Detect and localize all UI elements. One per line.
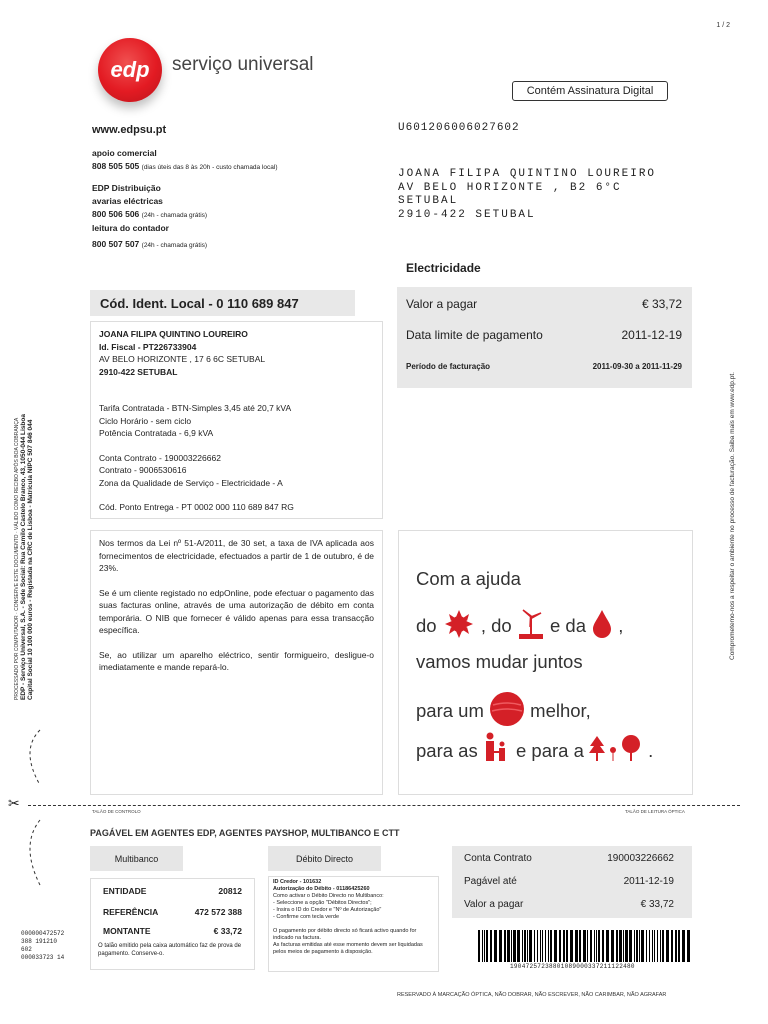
water-drop-icon <box>591 608 613 638</box>
mb-amount-value: € 33,72 <box>213 926 242 936</box>
page-number: 1 / 2 <box>716 22 730 29</box>
period-value: 2011-09-30 a 2011-11-29 <box>592 362 682 371</box>
legal-line-1: PROCESSADO POR COMPUTADOR · CONSERVE ESTE DOCUMENTO · VÁLIDO COMO RECIBO APÓS BOA COBRANÇA <box>14 417 20 700</box>
stub-due-value: 2011-12-19 <box>623 876 674 887</box>
section-title: Electricidade <box>406 261 481 275</box>
entity-label: ENTIDADE <box>103 886 147 896</box>
barcode-bar <box>666 930 669 962</box>
barcode-bar <box>682 930 685 962</box>
barcode-bar <box>550 930 552 962</box>
support-note: (dias úteis das 8 às 20h - custo chamada local) <box>141 164 278 171</box>
barcode-bar <box>657 930 658 962</box>
due-value: 2011-12-19 <box>621 328 682 342</box>
barcode-bar <box>484 930 485 962</box>
promo-para-um: para um <box>416 700 484 721</box>
promo-do-2: , do <box>480 615 512 636</box>
barcode-bar <box>629 930 632 962</box>
address-line: JOANA FILIPA QUINTINO LOUREIRO <box>398 168 657 180</box>
stub-account-value: 190003226662 <box>607 853 674 864</box>
mb-amount-label: MONTANTE <box>103 926 151 936</box>
reference-value: 472 572 388 <box>194 907 242 917</box>
environment-side-text: Comprometemo-nos a respeitar o ambiente no processo de facturação. Saiba mais em www.edp.pt. <box>729 372 736 660</box>
tariff: Tarifa Contratada - BTN-Simples 3,45 até 20,7 kVA <box>99 403 292 413</box>
debit-authorization: Autorização do Débito - 01186425260 <box>273 886 370 892</box>
barcode-bar <box>646 930 647 962</box>
barcode-bar <box>587 930 588 962</box>
digital-signature-badge: Contém Assinatura Digital <box>512 81 668 101</box>
mailing-address <box>398 168 656 222</box>
barcode-bar <box>652 930 653 962</box>
address-line: SETUBAL <box>398 195 459 207</box>
barcode-bar <box>534 930 535 962</box>
barcode-bar <box>542 930 543 962</box>
stub-code: 000000472572 <box>21 930 65 937</box>
barcode-bar <box>559 930 561 962</box>
cut-line <box>28 805 740 806</box>
dd-step: - Seleccione a opção "Débitos Directos"; <box>273 900 372 906</box>
reference-label: REFERÊNCIA <box>103 907 159 917</box>
footer-notice: RESERVADO À MARCAÇÃO ÓPTICA, NÃO DOBRAR, NÃO ESCREVER, NÃO CARIMBAR, NÃO AGRAFAR <box>397 992 667 998</box>
customer-name: JOANA FILIPA QUINTINO LOUREIRO <box>99 329 248 339</box>
barcode-bar <box>490 930 492 962</box>
promo-do-1: do <box>416 615 437 636</box>
promo-line-5 <box>416 731 653 763</box>
barcode-bar <box>511 930 512 962</box>
nature-icon <box>589 733 643 763</box>
barcode-bar <box>537 930 538 962</box>
stub-due-label: Pagável até <box>464 876 517 887</box>
barcode-bar <box>554 930 557 962</box>
promo-line-1: Com a ajuda <box>416 568 521 589</box>
entity-value: 20812 <box>218 886 242 896</box>
contract: Contrato - 9006530616 <box>99 465 187 475</box>
barcode-bar <box>590 930 592 962</box>
support-phone: 808 505 505 <box>92 161 140 171</box>
barcode-bar <box>482 930 483 962</box>
power: Potência Contratada - 6,9 kVA <box>99 428 214 438</box>
barcode-bar <box>639 930 640 962</box>
barcode-bar <box>507 930 510 962</box>
barcode <box>478 930 690 962</box>
barcode-bar <box>494 930 497 962</box>
dd-note: As facturas emitidas até esse momento devem ser liquidadas pelos meios de pagamento à disposição. <box>273 942 423 955</box>
barcode-bar <box>499 930 502 962</box>
promo-line-3: vamos mudar juntos <box>416 651 583 672</box>
contact-info <box>92 147 352 252</box>
contract-details <box>90 321 383 519</box>
promo-para-as: para as <box>416 740 478 761</box>
legal-side-text <box>14 414 34 700</box>
barcode-bar <box>611 930 614 962</box>
barcode-bar <box>596 930 597 962</box>
quality-zone: Zona da Qualidade de Serviço - Electricidade - A <box>99 477 283 488</box>
barcode-bar <box>545 930 546 962</box>
dd-step: - Insira o ID do Credor e "Nº de Autorização" <box>273 907 382 913</box>
stub-code: 388 191210 <box>21 938 58 945</box>
barcode-bar <box>654 930 655 962</box>
due-label: Data limite de pagamento <box>406 328 543 342</box>
logo-text: edp <box>110 57 150 82</box>
amount-value: € 33,72 <box>641 297 682 311</box>
street: AV BELO HORIZONTE , 17 6 6C SETUBAL <box>99 354 266 364</box>
delivery-point: Cód. Ponto Entrega - PT 0002 000 110 689 847 RG <box>99 502 294 512</box>
faults-note: (24h - chamada grátis) <box>141 212 208 219</box>
promo-period: . <box>648 740 654 761</box>
promo-melhor: melhor, <box>530 700 591 721</box>
account: Conta Contrato - 190003226662 <box>99 452 221 463</box>
brand-name: serviço universal <box>172 54 314 75</box>
creditor-id: ID Credor - 101632 <box>273 879 322 885</box>
legal-line-2: EDP - Serviço Universal, S.A. - Sede Social: Rua Camilo Castelo Branco, 43, 1050-044 Lisboa <box>20 414 27 700</box>
barcode-bar <box>662 930 664 962</box>
dd-note: O pagamento por débito directo só ficará activo quando for indicado na factura. <box>273 928 417 941</box>
period-label: Período de facturação <box>406 362 491 371</box>
local-code: Cód. Ident. Local - 0 110 689 847 <box>90 290 355 316</box>
payment-summary <box>397 287 692 388</box>
edp-logo <box>98 38 162 102</box>
stub-amount-value: € 33,72 <box>640 899 674 910</box>
note-vat: Nos termos da Lei nº 51-A/2011, de 30 set, a taxa de IVA aplicada aos fornecimentos de electricidade, efectuados a partir de 1 de outubro, é de 23%. <box>99 538 374 573</box>
dd-step: - Confirme com tecla verde <box>273 914 340 920</box>
barcode-bar <box>594 930 595 962</box>
barcode-bar <box>671 930 673 962</box>
barcode-bar <box>687 930 690 962</box>
barcode-bar <box>641 930 644 962</box>
payment-stub-summary <box>452 846 692 918</box>
distribution-title: EDP Distribuição <box>92 183 161 193</box>
barcode-bar <box>570 930 573 962</box>
barcode-bar <box>540 930 541 962</box>
barcode-bar <box>616 930 618 962</box>
mb-note: O talão emitido pela caixa automático faz de prova de pagamento. Conserve-o. <box>98 943 242 957</box>
promo-comma: , <box>618 615 624 636</box>
wind-turbine-icon <box>517 608 545 640</box>
stub-account-label: Conta Contrato <box>464 853 532 864</box>
barcode-bar <box>675 930 677 962</box>
website-link[interactable]: www.edpsu.pt <box>92 124 167 136</box>
meter-note: (24h - chamada grátis) <box>141 242 208 249</box>
barcode-number: 19047257238801089000337211122480 <box>510 963 635 970</box>
barcode-bar <box>575 930 578 962</box>
barcode-bar <box>517 930 520 962</box>
cut-guide <box>20 725 50 900</box>
promo-panel <box>398 530 693 795</box>
sun-icon <box>442 609 476 639</box>
faults-phone: 800 506 506 <box>92 209 140 219</box>
support-title: apoio comercial <box>92 148 157 158</box>
multibanco-box <box>90 878 255 970</box>
direct-debit-header: Débito Directo <box>268 846 381 871</box>
note-online: Se é um cliente registado no edpOnline, pode efectuar o pagamento das suas facturas online, através de uma autorização de débito em conta temporária. O NIB que fornecer é válido apenas para essa transacção específica. <box>99 587 374 635</box>
barcode-bar <box>504 930 506 962</box>
optical-stub-label: TALÃO DE LEITURA ÓPTICA <box>625 809 685 814</box>
promo-e-da: e da <box>550 615 587 636</box>
barcode-bar <box>524 930 526 962</box>
barcode-bar <box>522 930 523 962</box>
barcode-bar <box>513 930 516 962</box>
payment-agents-title: PAGÁVEL EM AGENTES EDP, AGENTES PAYSHOP, MULTIBANCO E CTT <box>90 828 400 838</box>
barcode-bar <box>527 930 528 962</box>
dd-how: Como activar o Débito Directo no Multibanco: <box>273 893 384 899</box>
stub-code: 000033723 14 <box>21 954 65 961</box>
barcode-bar <box>606 930 609 962</box>
barcode-bar <box>579 930 581 962</box>
barcode-bar <box>619 930 622 962</box>
barcode-bar <box>583 930 586 962</box>
people-icon <box>483 731 511 763</box>
address-line: 2910-422 SETUBAL <box>398 208 536 221</box>
note-safety: Se, ao utilizar um aparelho eléctrico, sentir formigueiro, desligue-o imediatamente e mande repará-lo. <box>99 649 374 672</box>
barcode-bar <box>625 930 628 962</box>
barcode-bar <box>548 930 549 962</box>
barcode-bar <box>563 930 565 962</box>
stub-code: 602 <box>21 946 32 953</box>
document-id: U601206006027602 <box>398 122 520 134</box>
promo-line-4 <box>416 691 591 727</box>
promo-line-2 <box>416 608 623 640</box>
notes-box <box>90 530 383 795</box>
stub-amount-label: Valor a pagar <box>464 899 524 910</box>
control-stub-label: TALÃO DE CONTROLO <box>92 809 141 814</box>
amount-label: Valor a pagar <box>406 297 478 311</box>
legal-line-3: Capital Social 10 100 000 euros - Registada na CRC de Lisboa - Matrícula NIPC 507 846 044 <box>27 419 34 700</box>
tax-id: Id. Fiscal - PT226733904 <box>99 341 197 352</box>
barcode-bar <box>602 930 604 962</box>
barcode-bar <box>634 930 635 962</box>
barcode-bar <box>598 930 600 962</box>
promo-e-para-a: e para a <box>516 740 584 761</box>
direct-debit-box <box>268 876 439 972</box>
scissors-icon: ✂ <box>8 795 20 811</box>
barcode-bar <box>478 930 480 962</box>
address-line: AV BELO HORIZONTE , B2 6°C <box>398 181 622 194</box>
meter-title: leitura do contador <box>92 223 169 233</box>
barcode-bar <box>636 930 638 962</box>
multibanco-header: Multibanco <box>90 846 183 871</box>
barcode-bar <box>566 930 568 962</box>
postal-code: 2910-422 SETUBAL <box>99 366 178 377</box>
planet-icon <box>489 691 525 727</box>
barcode-bar <box>529 930 532 962</box>
cycle: Ciclo Horário - sem ciclo <box>99 415 192 426</box>
stub-codes <box>21 930 64 962</box>
meter-phone: 800 507 507 <box>92 239 140 249</box>
barcode-bar <box>649 930 650 962</box>
barcode-bar <box>623 930 624 962</box>
barcode-bar <box>678 930 680 962</box>
barcode-bar <box>660 930 661 962</box>
barcode-bar <box>486 930 488 962</box>
faults-title: avarias eléctricas <box>92 196 163 206</box>
